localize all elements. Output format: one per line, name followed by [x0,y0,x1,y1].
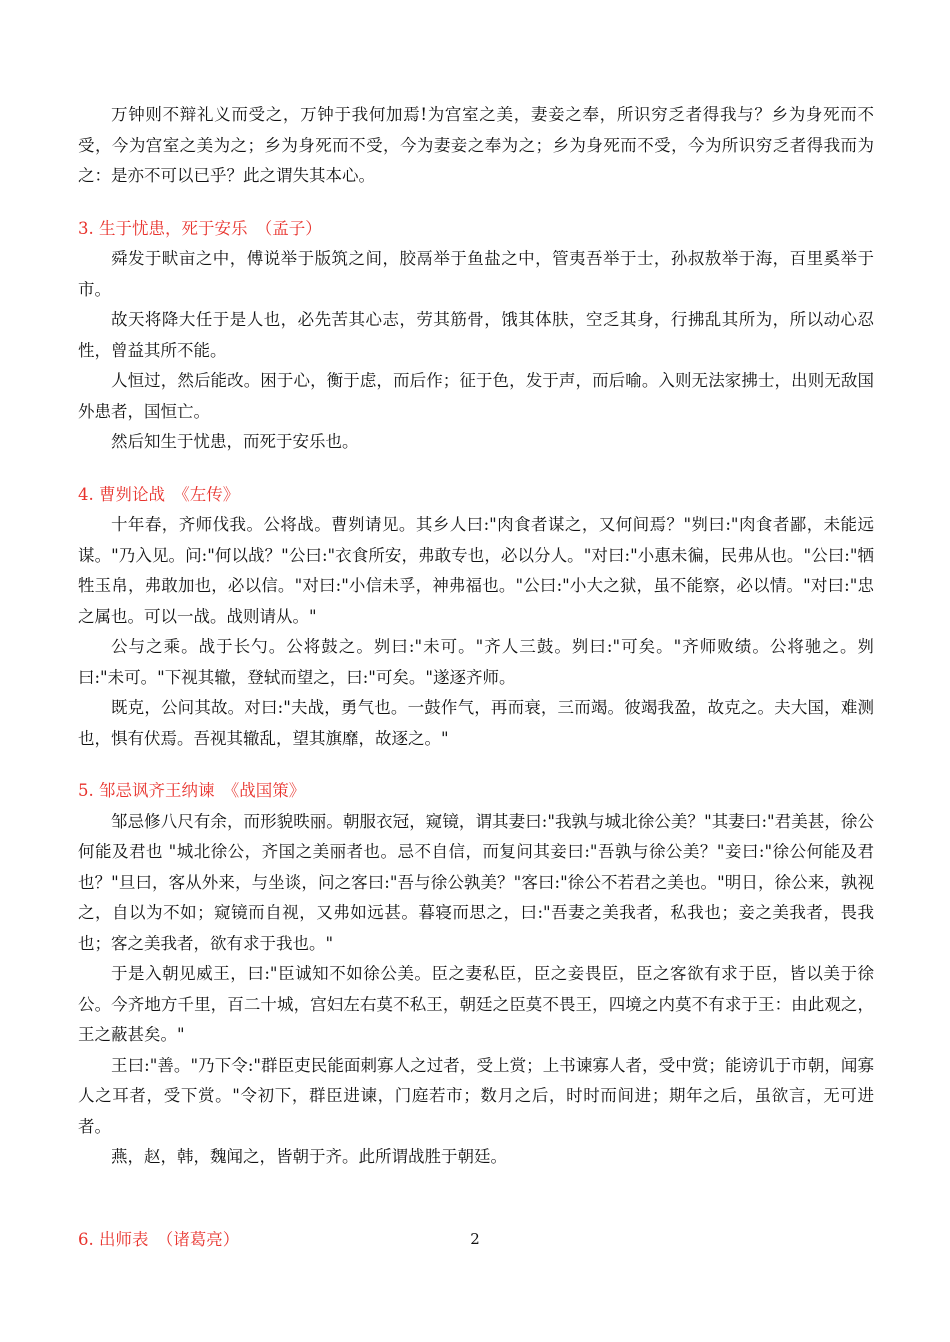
section-5-paragraph-1: 邹忌修八尺有余，而形貌昳丽。朝服衣冠，窥镜，谓其妻曰:"我孰与城北徐公美？"其妻曰:"君美甚，徐公何能及君也 "城北徐公，齐国之美丽者也。忌不自信，而复问其妾曰:"吾孰与徐公美？"妾曰:"徐公何能及君也？"旦曰，客从外来，与坐谈，问之客曰:"吾与徐公孰美？"客曰:"徐公不若君之美也。"明日，徐公来，孰视之，自以为不如；窥镜而自视，又弗如远甚。暮寝而思之，曰:"吾妻之美我者，私我也；妾之美我者，畏我也；客之美我者，欲有求于我也。" [78,811,874,953]
section-5-paragraph-2: 于是入朝见威王，曰:"臣诚知不如徐公美。臣之妻私臣，臣之妾畏臣，臣之客欲有求于臣，皆以美于徐公。今齐地方千里，百二十城，宫妇左右莫不私王，朝廷之臣莫不畏王，四境之内莫不有求于王：由此观之，王之蔽甚矣。" [78,964,874,1044]
document-body [78,100,874,1255]
section-5-paragraph-3: 王曰:"善。"乃下令:"群臣吏民能面刺寡人之过者，受上赏；上书谏寡人者，受中赏；能谤讥于市朝，闻寡人之耳者，受下赏。"令初下，群臣进谏，门庭若市；数月之后，时时而间进；期年之后，虽欲言，无可进者。 [78,1055,874,1136]
section-3-paragraph-1: 舜发于畎亩之中，傅说举于版筑之间，胶鬲举于鱼盐之中，管夷吾举于士，孙叔敖举于海，百里奚举于市。 [78,249,874,299]
section-title-6: 6. 出师表 （诸葛亮） [78,1229,240,1249]
section-title-3: 3. 生于忧患，死于安乐 （孟子） [78,218,322,238]
section-3-paragraph-4: 然后知生于忧患，而死于安乐也。 [111,432,359,451]
section-4-paragraph-3: 既克，公问其故。对曰:"夫战，勇气也。一鼓作气，再而衰，三而竭。彼竭我盈，故克之。夫大国，难测也，惧有伏焉。吾视其辙乱，望其旗靡，故逐之。" [78,698,874,748]
section-4-paragraph-1: 十年春，齐师伐我。公将战。曹刿请见。其乡人曰:"肉食者谋之，又何间焉？"刿曰:"肉食者鄙，未能远谋。"乃入见。问:"何以战？"公曰:"衣食所安，弗敢专也，必以分人。"对曰:"小惠未徧，民弗从也。"公曰:"牺牲玉帛，弗敢加也，必以信。"对曰:"小信未孚，神弗福也。"公曰:"小大之狱，虽不能察，必以情。"对曰:"忠之属也。可以一战。战则请从。" [78,515,874,626]
section-title-4: 4. 曹刿论战 《左传》 [78,484,240,504]
page-number: 2 [470,1230,480,1248]
section-3-paragraph-2: 故天将降大任于是人也，必先苦其心志，劳其筋骨，饿其体肤，空乏其身，行拂乱其所为，所以动心忍性，曾益其所不能。 [78,310,874,360]
intro-paragraph: 万钟则不辩礼义而受之，万钟于我何加焉!为宫室之美，妻妾之奉，所识穷乏者得我与？乡为身死而不受，今为宫室之美为之；乡为身死而不受，今为妻妾之奉为之；乡为身死而不受，今为所识穷乏者得我而为之：是亦不可以已乎？此之谓失其本心。 [78,105,874,185]
section-5-paragraph-4: 燕，赵，韩，魏闻之，皆朝于齐。此所谓战胜于朝廷。 [111,1147,507,1166]
section-3-paragraph-3: 人恒过，然后能改。困于心，衡于虑，而后作；征于色，发于声，而后喻。入则无法家拂士，出则无敌国外患者，国恒亡。 [78,371,874,421]
section-4-paragraph-2: 公与之乘。战于长勺。公将鼓之。刿曰:"未可。"齐人三鼓。刿曰:"可矣。"齐师败绩。公将驰之。刿曰:"未可。"下视其辙，登轼而望之，曰:"可矣。"遂逐齐师。 [78,637,874,687]
section-title-5: 5. 邹忌讽齐王纳谏 《战国策》 [78,781,306,800]
